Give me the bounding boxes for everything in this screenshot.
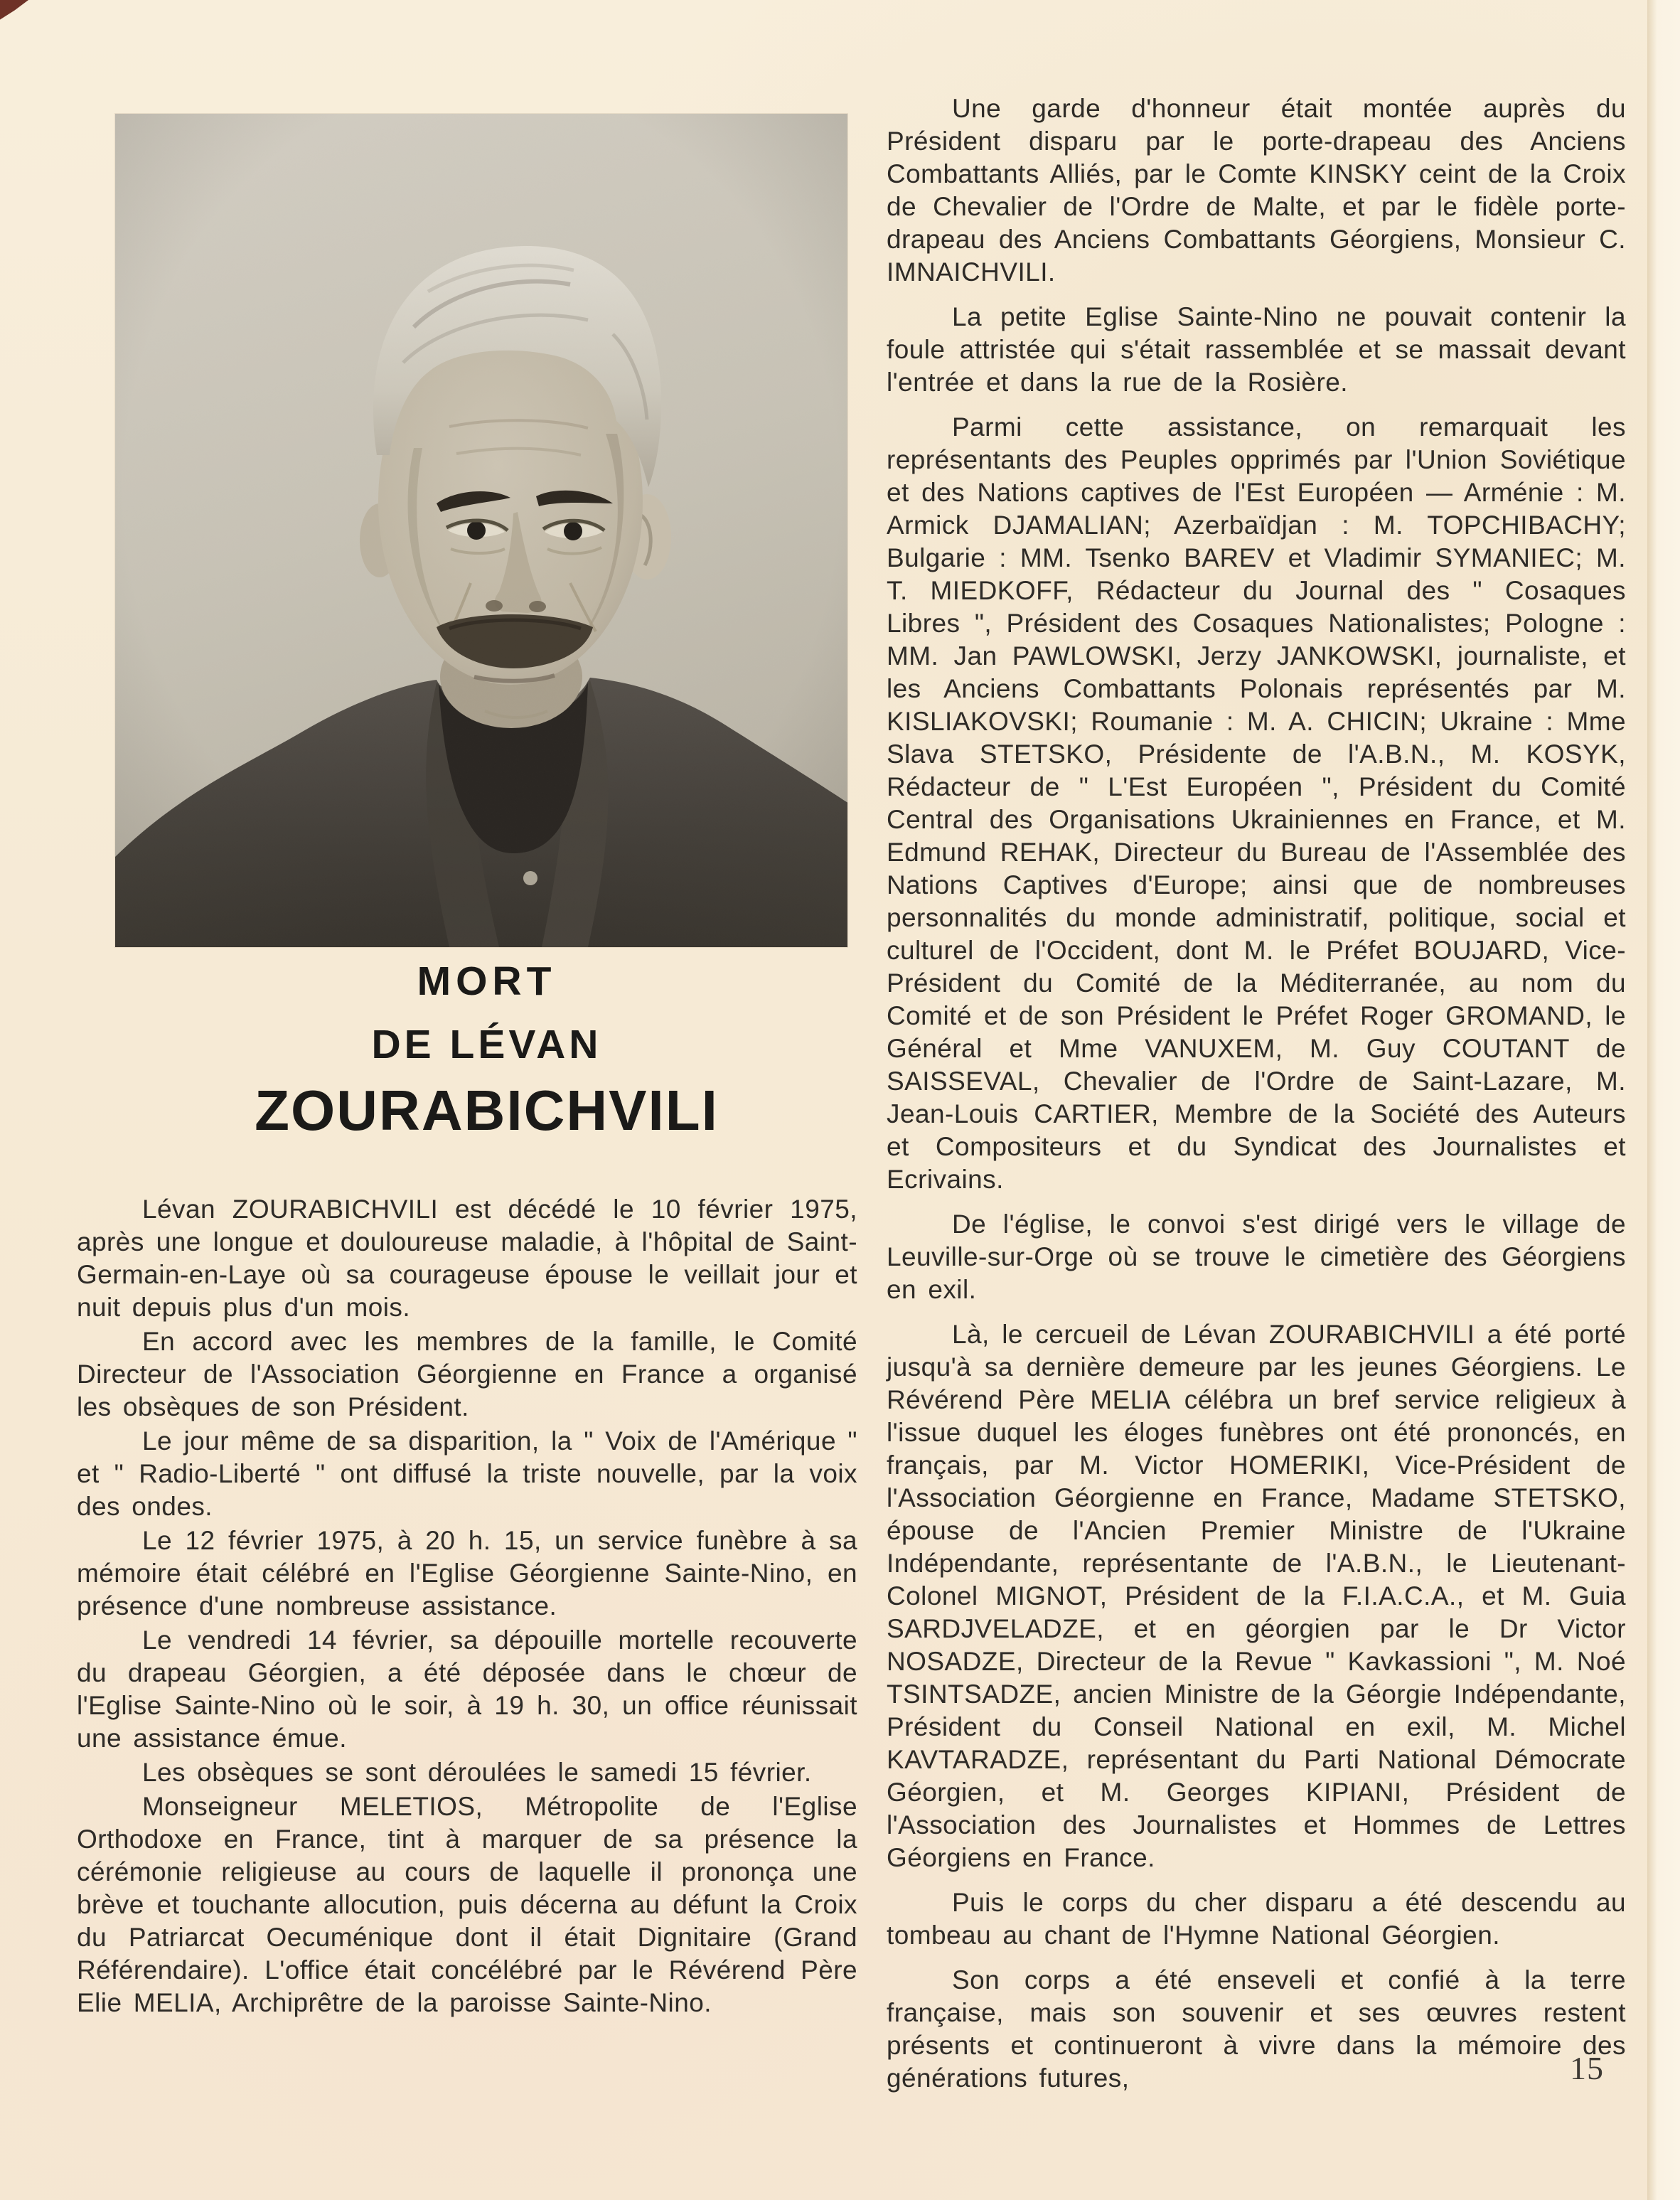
article-title bbox=[77, 959, 857, 1142]
paragraph: Son corps a été enseveli et confié à la terre française, mais son souvenir et ses œuvres restent présents et continueront à vivre dans la mémoire des générations futures, bbox=[887, 1965, 1626, 2093]
portrait-photo bbox=[115, 114, 847, 947]
page-number: 15 bbox=[1570, 2050, 1604, 2086]
title-line-3: ZOURABICHVILI bbox=[255, 1079, 719, 1142]
left-column bbox=[77, 1193, 857, 2021]
paragraph: Parmi cette assistance, on remarquait les représentants des Peuples opprimés par l'Union Soviétique et des Nations captives de l'Est Européen — Arménie : M. Armick DJAMALIAN; Azerbaïdjan : M. TOPCHIBACHY; Bulgarie : MM. Tsenko BAREV et Vladimir SYMANIEC; M. T. MIEDKOFF, Rédacteur du Journal des " Cosaques Libres ", Président des Cosaques Nationalistes; Pologne : MM. Jan PAWLOWSKI, Jerzy JANKOWSKI, journaliste, et les Anciens Combattants Polonais représentés par M. KISLIAKOVSKI; Roumanie : M. A. CHICIN; Ukraine : Mme Slava STETSKO, Présidente de l'A.B.N., M. KOSYK, Rédacteur de " L'Est Européen ", Président du Comité Central des Organisations Ukrainiennes en France, et M. Edmund REHAK, Directeur du Bureau de l'Assemblée des Nations Captives d'Europe; ainsi que de nombreuses personnalités du monde administratif, politique, social et culturel de l'Occident, dont M. le Préfet BOUJARD, Vice-Président du Comité de la Méditerranée, au nom du Comité et de son Président le Préfet Roger GROMAND, le Général et Mme VANUXEM, M. Guy COUTANT de SAISSEVAL, Chevalier de l'Ordre de Saint-Lazare, M. Jean-Louis CARTIER, Membre de la Société des Auteurs et Compositeurs et du Syndicat des Journalistes et Ecrivains. bbox=[887, 412, 1626, 1194]
title-line-2: DE LÉVAN bbox=[371, 1022, 602, 1067]
paragraph: Là, le cercueil de Lévan ZOURABICHVILI a été porté jusqu'à sa dernière demeure par les jeunes Géorgiens. Le Révérend Père MELIA célébra un bref service religieux à l'issue duquel les éloges funèbres ont été prononcés, en français, par M. Victor HOMERIKI, Vice-Président de l'Association Géorgienne en France, Madame STETSKO, épouse de l'Ancien Premier Ministre de l'Ukraine Indépendante, représentante de l'A.B.N., le Lieutenant-Colonel MIGNOT, Président de la F.I.A.C.A., et M. Guia SARDJVELADZE, et en géorgien par le Dr Victor NOSADZE, Directeur de la Revue " Kavkassioni ", M. Noé TSINTSADZE, ancien Ministre de la Géorgie Indépendante, Président du Conseil National en exil, M. Michel KAVTARADZE, représentant du Parti National Démocrate Géorgien, et M. Georges KIPIANI, Président de l'Association des Journalistes et Hommes de Lettres Géorgiens en France. bbox=[887, 1320, 1626, 1872]
paragraph: Monseigneur MELETIOS, Métropolite de l'Eglise Orthodoxe en France, tint à marquer de sa présence la cérémonie religieuse au cours de laquelle il prononça une brève et touchante allocution, puis décerna au défunt la Croix du Patriarcat Oecuménique dont il était Dignitaire (Grand Référendaire). L'office était concélébré par le Révérend Père Elie MELIA, Archiprêtre de la paroisse Sainte-Nino. bbox=[77, 1792, 857, 2017]
paragraph: Les obsèques se sont déroulées le samedi 15 février. bbox=[142, 1758, 812, 1787]
right-column bbox=[887, 92, 1626, 2107]
paragraph: De l'église, le convoi s'est dirigé vers le village de Leuville-sur-Orge où se trouve le cimetière des Géorgiens en exil. bbox=[887, 1210, 1626, 1304]
paragraph: Le jour même de sa disparition, la " Voix de l'Amérique " et " Radio-Liberté " ont diffusé la triste nouvelle, par la voix des ondes. bbox=[77, 1426, 857, 1521]
paragraph: En accord avec les membres de la famille, le Comité Directeur de l'Association Géorgienne en France a organisé les obsèques de son Président. bbox=[77, 1327, 857, 1421]
paragraph: Puis le corps du cher disparu a été descendu au tombeau au chant de l'Hymne National Géorgien. bbox=[887, 1888, 1626, 1950]
paper-edge bbox=[1647, 0, 1680, 2200]
portrait-illustration bbox=[115, 114, 847, 947]
paragraph: Une garde d'honneur était montée auprès du Président disparu par le porte-drapeau des Anciens Combattants Alliés, par le Comte KINSKY ceint de la Croix de Chevalier de l'Ordre de Malte, et par le fidèle porte-drapeau des Anciens Combattants Géorgiens, Monsieur C. IMNAICHVILI. bbox=[887, 94, 1626, 287]
paragraph: Lévan ZOURABICHVILI est décédé le 10 février 1975, après une longue et douloureuse maladie, à l'hôpital de Saint-Germain-en-Laye où sa courageuse épouse le veillait jour et nuit depuis plus d'un mois. bbox=[77, 1195, 857, 1322]
title-line-1: MORT bbox=[417, 959, 557, 1004]
paragraph: La petite Eglise Sainte-Nino ne pouvait contenir la foule attristée qui s'était rassemblée et se massait devant l'entrée et dans la rue de la Rosière. bbox=[887, 302, 1626, 397]
paragraph: Le 12 février 1975, à 20 h. 15, un service funèbre à sa mémoire était célébré en l'Eglise Géorgienne Sainte-Nino, en présence d'une nombreuse assistance. bbox=[77, 1526, 857, 1620]
scan-corner-mark bbox=[0, 0, 28, 21]
photo-grain bbox=[115, 114, 847, 947]
paragraph: Le vendredi 14 février, sa dépouille mortelle recouverte du drapeau Géorgien, a été déposée dans le chœur de l'Eglise Sainte-Nino où le soir, à 19 h. 30, un office réunissait une assistance émue. bbox=[77, 1625, 857, 1753]
